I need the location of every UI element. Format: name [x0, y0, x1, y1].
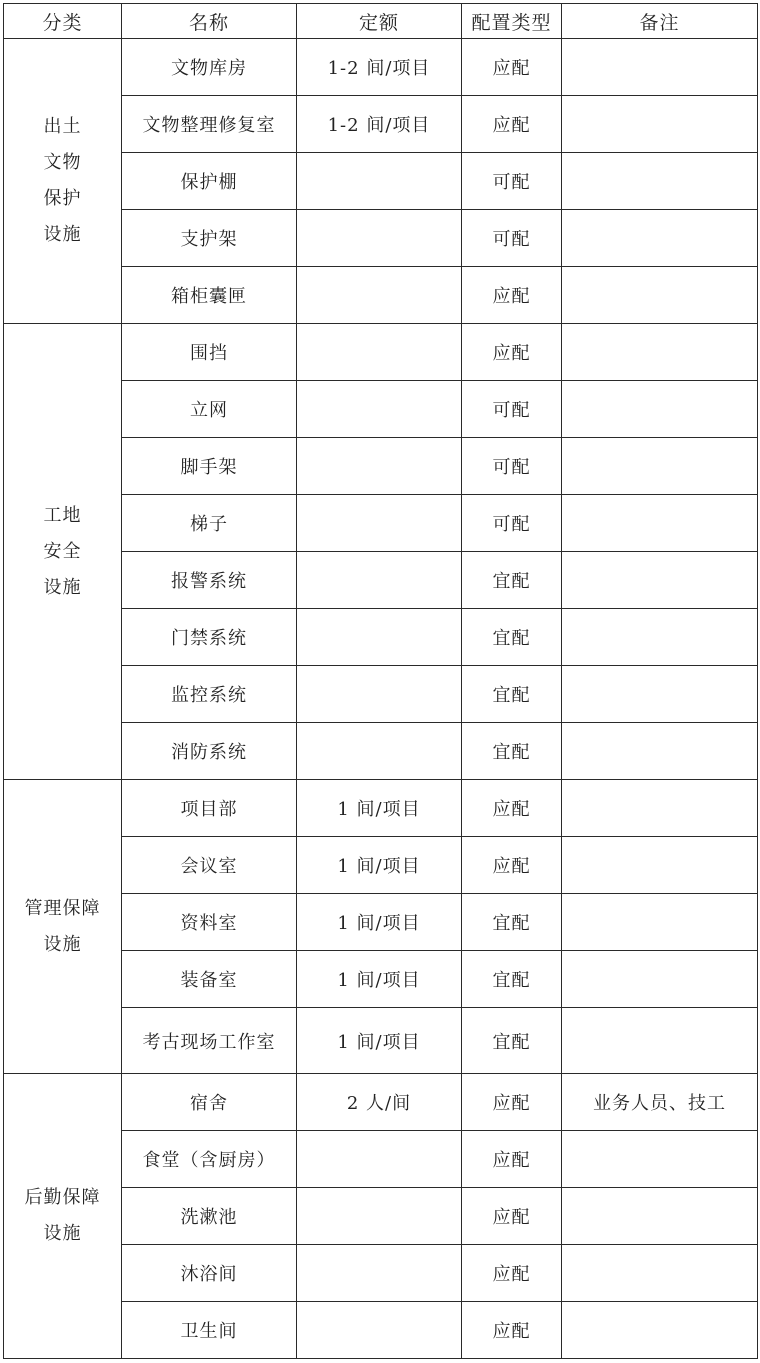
note-cell	[562, 723, 758, 780]
quota-cell	[297, 324, 462, 381]
quota-cell	[297, 210, 462, 267]
config-type-cell: 宜配	[462, 552, 562, 609]
config-type-cell: 宜配	[462, 951, 562, 1008]
config-type-cell: 可配	[462, 495, 562, 552]
config-type-cell: 宜配	[462, 666, 562, 723]
category-cell	[4, 1074, 122, 1359]
name-cell: 围挡	[122, 324, 297, 381]
note-cell	[562, 1008, 758, 1074]
category-line: 工地	[43, 504, 82, 526]
quota-cell	[297, 381, 462, 438]
category-line: 文物	[43, 152, 82, 173]
name-cell: 装备室	[122, 951, 297, 1008]
config-type-cell: 应配	[462, 1188, 562, 1245]
note-cell	[562, 153, 758, 210]
name-cell: 沐浴间	[122, 1245, 297, 1302]
name-cell: 资料室	[122, 894, 297, 951]
quota-cell: 1-2 间/项目	[297, 39, 462, 96]
config-type-cell: 应配	[462, 780, 562, 837]
quota-cell	[297, 267, 462, 324]
table-row	[4, 1074, 758, 1131]
category-cell	[4, 39, 122, 324]
header-name: 名称	[122, 4, 297, 39]
config-type-cell: 应配	[462, 1302, 562, 1359]
category-line: 安全	[43, 540, 82, 562]
name-cell: 立网	[122, 381, 297, 438]
name-cell: 卫生间	[122, 1302, 297, 1359]
config-type-cell: 可配	[462, 381, 562, 438]
config-type-cell: 可配	[462, 210, 562, 267]
name-cell: 支护架	[122, 210, 297, 267]
quota-cell: 2 人/间	[297, 1074, 462, 1131]
name-cell: 会议室	[122, 837, 297, 894]
name-cell: 脚手架	[122, 438, 297, 495]
quota-cell: 1 间/项目	[297, 894, 462, 951]
category-line: 保护	[43, 188, 82, 209]
header-row	[4, 4, 758, 39]
name-cell: 梯子	[122, 495, 297, 552]
quota-cell	[297, 1131, 462, 1188]
config-type-cell: 应配	[462, 1245, 562, 1302]
name-cell: 考古现场工作室	[122, 1008, 297, 1074]
note-cell	[562, 666, 758, 723]
category-line: 设施	[43, 224, 82, 245]
quota-cell	[297, 495, 462, 552]
quota-cell	[297, 1245, 462, 1302]
config-type-cell: 可配	[462, 438, 562, 495]
header-note: 备注	[562, 4, 758, 39]
name-cell: 项目部	[122, 780, 297, 837]
name-cell: 监控系统	[122, 666, 297, 723]
config-type-cell: 宜配	[462, 723, 562, 780]
name-cell: 文物库房	[122, 39, 297, 96]
header-quota: 定额	[297, 4, 462, 39]
name-cell: 文物整理修复室	[122, 96, 297, 153]
note-cell	[562, 837, 758, 894]
name-cell: 宿舍	[122, 1074, 297, 1131]
config-type-cell: 宜配	[462, 894, 562, 951]
quota-cell	[297, 153, 462, 210]
quota-cell: 1 间/项目	[297, 951, 462, 1008]
config-type-cell: 应配	[462, 1074, 562, 1131]
name-cell: 保护棚	[122, 153, 297, 210]
note-cell	[562, 552, 758, 609]
category-line: 出土	[43, 116, 82, 137]
config-type-cell: 应配	[462, 837, 562, 894]
quota-cell	[297, 1188, 462, 1245]
name-cell: 消防系统	[122, 723, 297, 780]
note-cell	[562, 267, 758, 324]
name-cell: 报警系统	[122, 552, 297, 609]
quota-cell	[297, 552, 462, 609]
name-cell: 门禁系统	[122, 609, 297, 666]
note-cell	[562, 495, 758, 552]
name-cell: 箱柜囊匣	[122, 267, 297, 324]
category-cell	[4, 324, 122, 780]
quota-cell: 1 间/项目	[297, 780, 462, 837]
note-cell	[562, 210, 758, 267]
note-cell	[562, 609, 758, 666]
note-cell	[562, 1131, 758, 1188]
category-line: 后勤保障	[24, 1187, 101, 1208]
note-cell	[562, 1188, 758, 1245]
config-type-cell: 应配	[462, 96, 562, 153]
note-cell: 业务人员、技工	[562, 1074, 758, 1131]
quota-cell	[297, 438, 462, 495]
config-type-cell: 可配	[462, 153, 562, 210]
config-type-cell: 应配	[462, 39, 562, 96]
category-line: 设施	[43, 576, 82, 598]
category-cell	[4, 780, 122, 1074]
config-type-cell: 宜配	[462, 1008, 562, 1074]
note-cell	[562, 39, 758, 96]
note-cell	[562, 894, 758, 951]
name-cell: 洗漱池	[122, 1188, 297, 1245]
category-line: 设施	[43, 933, 82, 955]
note-cell	[562, 780, 758, 837]
quota-cell: 1 间/项目	[297, 1008, 462, 1074]
note-cell	[562, 381, 758, 438]
quota-cell	[297, 723, 462, 780]
quota-cell: 1 间/项目	[297, 837, 462, 894]
quota-cell	[297, 609, 462, 666]
category-line: 管理保障	[24, 897, 101, 919]
note-cell	[562, 1245, 758, 1302]
name-cell: 食堂（含厨房）	[122, 1131, 297, 1188]
note-cell	[562, 324, 758, 381]
note-cell	[562, 438, 758, 495]
config-type-cell: 宜配	[462, 609, 562, 666]
note-cell	[562, 96, 758, 153]
table-row	[4, 780, 758, 837]
config-type-cell: 应配	[462, 324, 562, 381]
quota-cell	[297, 1302, 462, 1359]
note-cell	[562, 1302, 758, 1359]
config-type-cell: 应配	[462, 267, 562, 324]
facility-config-table	[3, 3, 758, 1359]
quota-cell: 1-2 间/项目	[297, 96, 462, 153]
quota-cell	[297, 666, 462, 723]
config-type-cell: 应配	[462, 1131, 562, 1188]
table-row	[4, 39, 758, 96]
category-line: 设施	[43, 1223, 82, 1244]
table-row	[4, 324, 758, 381]
header-config-type: 配置类型	[462, 4, 562, 39]
header-category: 分类	[4, 4, 122, 39]
note-cell	[562, 951, 758, 1008]
